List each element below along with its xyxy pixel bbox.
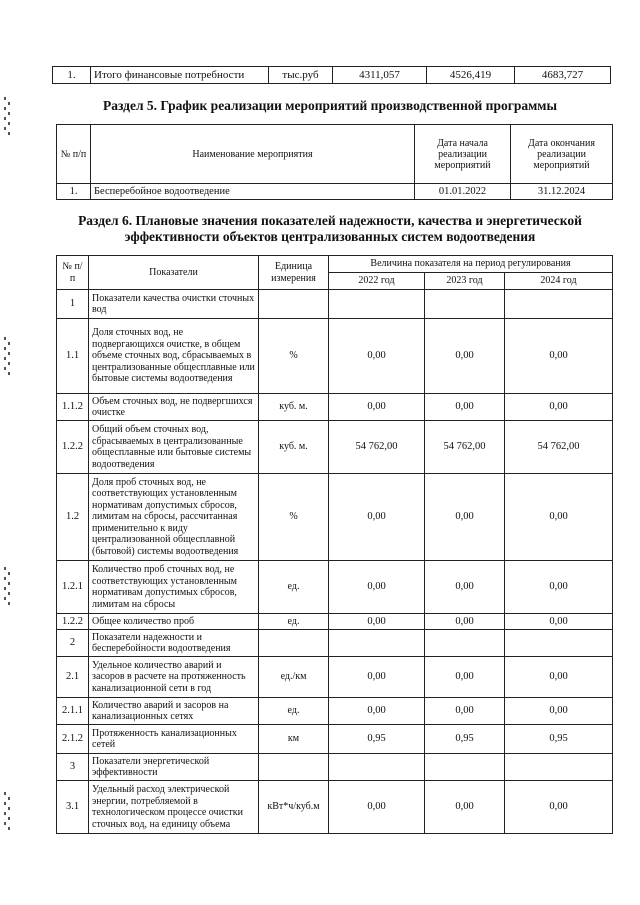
row-number: 1 bbox=[57, 290, 89, 319]
header-number: № п/п bbox=[57, 256, 89, 290]
value-cell: 0,00 bbox=[329, 781, 425, 834]
value-cell: 4526,419 bbox=[427, 67, 515, 84]
value-cell: 0,00 bbox=[425, 781, 505, 834]
table-row bbox=[57, 754, 613, 781]
row-number: 3.1 bbox=[57, 781, 89, 834]
value-cell bbox=[329, 630, 425, 657]
margin-marks bbox=[2, 790, 12, 832]
value-cell: 0,00 bbox=[329, 319, 425, 394]
row-unit: ед. bbox=[259, 614, 329, 630]
row-name: Протяженность канализационных сетей bbox=[89, 725, 259, 754]
table-row bbox=[57, 725, 613, 754]
row-name: Итого финансовые потребности bbox=[91, 67, 269, 84]
header-period: Величина показателя на период регулирования bbox=[329, 256, 613, 273]
header-indicators: Показатели bbox=[89, 256, 259, 290]
value-cell: 0,00 bbox=[425, 474, 505, 561]
section-6-title: Раздел 6. Плановые значения показателей надежности, качества и энергетической эффективности объектов централизованных систем водоотведения bbox=[78, 213, 582, 244]
value-cell: 54 762,00 bbox=[505, 421, 613, 474]
value-cell: 0,00 bbox=[329, 657, 425, 698]
value-cell bbox=[329, 290, 425, 319]
row-number: 3 bbox=[57, 754, 89, 781]
value-cell: 4311,057 bbox=[333, 67, 427, 84]
table-header-row bbox=[57, 256, 613, 273]
value-cell: 4683,727 bbox=[515, 67, 611, 84]
row-end-date: 31.12.2024 bbox=[511, 184, 613, 200]
row-unit: км bbox=[259, 725, 329, 754]
row-unit: % bbox=[259, 319, 329, 394]
value-cell: 0,00 bbox=[505, 698, 613, 725]
row-name: Доля проб сточных вод, не соответствующих установленным нормативам допустимых сбросов, лимитам на сбросы, рассчитанная применительно к виду централизованной общесплавной (бытовой) системы водоотведения bbox=[89, 474, 259, 561]
row-number: 2 bbox=[57, 630, 89, 657]
value-cell bbox=[425, 754, 505, 781]
table-row bbox=[57, 184, 613, 200]
row-number: 1. bbox=[57, 184, 91, 200]
value-cell: 0,00 bbox=[329, 394, 425, 421]
row-number: 2.1.2 bbox=[57, 725, 89, 754]
margin-marks bbox=[2, 565, 12, 607]
financial-needs-table bbox=[52, 66, 611, 84]
row-number: 1. bbox=[53, 67, 91, 84]
header-name: Наименование мероприятия bbox=[91, 125, 415, 184]
row-number: 1.2.2 bbox=[57, 614, 89, 630]
row-unit: тыс.руб bbox=[269, 67, 333, 84]
header-start-date: Дата начала реализации мероприятий bbox=[415, 125, 511, 184]
margin-marks bbox=[2, 95, 12, 137]
value-cell: 54 762,00 bbox=[425, 421, 505, 474]
value-cell: 0,00 bbox=[505, 781, 613, 834]
value-cell bbox=[505, 290, 613, 319]
row-unit bbox=[259, 754, 329, 781]
value-cell bbox=[505, 754, 613, 781]
value-cell: 0,00 bbox=[505, 319, 613, 394]
table-header-row bbox=[57, 125, 613, 184]
row-number: 1.2 bbox=[57, 474, 89, 561]
value-cell: 0,00 bbox=[505, 394, 613, 421]
header-unit: Единица измерения bbox=[259, 256, 329, 290]
row-number: 1.2.2 bbox=[57, 421, 89, 474]
row-number: 1.2.1 bbox=[57, 561, 89, 614]
value-cell: 0,00 bbox=[329, 474, 425, 561]
row-number: 1.1 bbox=[57, 319, 89, 394]
table-row bbox=[57, 421, 613, 474]
row-unit bbox=[259, 630, 329, 657]
table-row bbox=[57, 657, 613, 698]
row-unit: ед. bbox=[259, 698, 329, 725]
header-number: № п/п bbox=[57, 125, 91, 184]
value-cell: 0,00 bbox=[425, 657, 505, 698]
table-row bbox=[53, 67, 611, 84]
row-unit: % bbox=[259, 474, 329, 561]
value-cell: 0,00 bbox=[425, 319, 505, 394]
value-cell: 0,00 bbox=[425, 561, 505, 614]
table-row bbox=[57, 698, 613, 725]
row-name: Количество аварий и засоров на канализационных сетях bbox=[89, 698, 259, 725]
row-unit: ед./км bbox=[259, 657, 329, 698]
row-start-date: 01.01.2022 bbox=[415, 184, 511, 200]
schedule-table bbox=[56, 124, 613, 200]
row-name: Удельный расход электрической энергии, потребляемой в технологическом процессе очистки сточных вод, на единицу объема bbox=[89, 781, 259, 834]
value-cell: 0,95 bbox=[425, 725, 505, 754]
header-end-date: Дата окончания реализации мероприятий bbox=[511, 125, 613, 184]
value-cell: 0,00 bbox=[505, 474, 613, 561]
row-number: 2.1 bbox=[57, 657, 89, 698]
row-unit: кВт*ч/куб.м bbox=[259, 781, 329, 834]
value-cell: 0,00 bbox=[505, 614, 613, 630]
section-5-title: Раздел 5. График реализации мероприятий производственной программы bbox=[102, 98, 558, 113]
value-cell bbox=[425, 290, 505, 319]
value-cell bbox=[329, 754, 425, 781]
row-name: Доля сточных вод, не подвергающихся очистке, в общем объеме сточных вод, сбрасываемых в централизованные общесплавные или бытовые системы водоотведения bbox=[89, 319, 259, 394]
value-cell: 0,00 bbox=[505, 561, 613, 614]
value-cell: 0,00 bbox=[329, 698, 425, 725]
margin-marks bbox=[2, 335, 12, 377]
value-cell bbox=[505, 630, 613, 657]
value-cell bbox=[425, 630, 505, 657]
row-unit: ед. bbox=[259, 561, 329, 614]
row-number: 1.1.2 bbox=[57, 394, 89, 421]
row-name: Показатели надежности и бесперебойности водоотведения bbox=[89, 630, 259, 657]
table-row bbox=[57, 319, 613, 394]
table-row bbox=[57, 394, 613, 421]
row-unit bbox=[259, 290, 329, 319]
value-cell: 54 762,00 bbox=[329, 421, 425, 474]
row-name: Показатели энергетической эффективности bbox=[89, 754, 259, 781]
row-name: Общий объем сточных вод, сбрасываемых в централизованные общесплавные или бытовые системы водоотведения bbox=[89, 421, 259, 474]
row-name: Показатели качества очистки сточных вод bbox=[89, 290, 259, 319]
row-unit: куб. м. bbox=[259, 394, 329, 421]
value-cell: 0,00 bbox=[425, 698, 505, 725]
row-number: 2.1.1 bbox=[57, 698, 89, 725]
table-row bbox=[57, 630, 613, 657]
row-name: Количество проб сточных вод, не соответствующих установленным нормативам допустимых сбросов, лимитам на сбросы bbox=[89, 561, 259, 614]
value-cell: 0,00 bbox=[329, 614, 425, 630]
table-row bbox=[57, 561, 613, 614]
header-year: 2022 год bbox=[329, 273, 425, 290]
header-year: 2023 год bbox=[425, 273, 505, 290]
value-cell: 0,00 bbox=[425, 394, 505, 421]
row-name: Общее количество проб bbox=[89, 614, 259, 630]
value-cell: 0,00 bbox=[425, 614, 505, 630]
row-name: Удельное количество аварий и засоров в расчете на протяженность канализационной сети в год bbox=[89, 657, 259, 698]
value-cell: 0,00 bbox=[329, 561, 425, 614]
table-row bbox=[57, 290, 613, 319]
row-name: Объем сточных вод, не подвергшихся очистке bbox=[89, 394, 259, 421]
table-row bbox=[57, 474, 613, 561]
row-name: Бесперебойное водоотведение bbox=[91, 184, 415, 200]
row-unit: куб. м. bbox=[259, 421, 329, 474]
indicators-table bbox=[56, 255, 613, 834]
value-cell: 0,95 bbox=[329, 725, 425, 754]
table-row bbox=[57, 614, 613, 630]
table-row bbox=[57, 781, 613, 834]
header-year: 2024 год bbox=[505, 273, 613, 290]
value-cell: 0,95 bbox=[505, 725, 613, 754]
value-cell: 0,00 bbox=[505, 657, 613, 698]
